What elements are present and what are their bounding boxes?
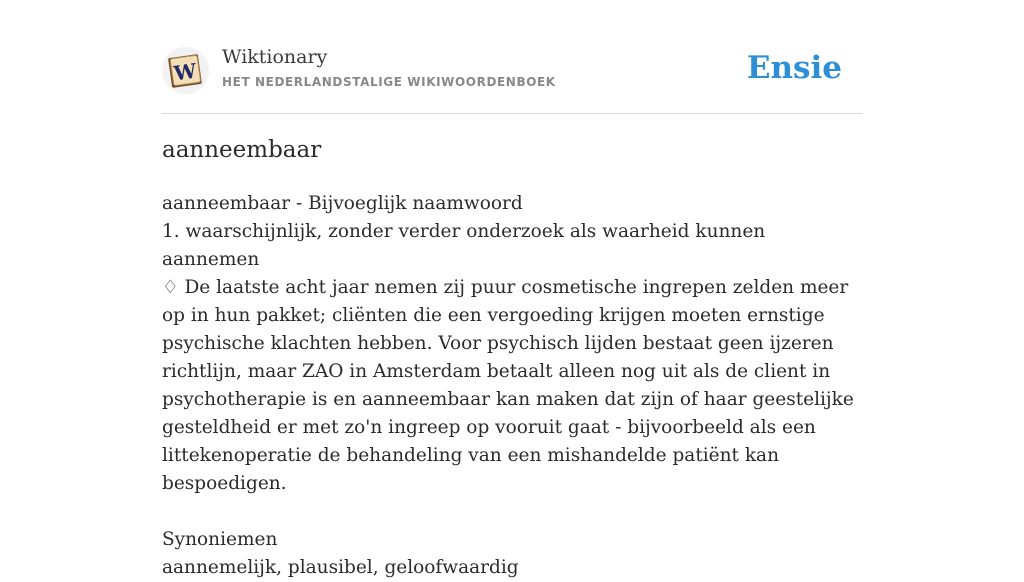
part-of-speech-line: aanneembaar - Bijvoeglijk naamwoord [162, 193, 523, 214]
ensie-logo-link[interactable]: Ensie [746, 50, 842, 86]
page-container [162, 0, 862, 578]
spacer [162, 498, 862, 526]
site-tagline: HET NEDERLANDSTALIGE WIKIWOORDENBOEK [222, 75, 556, 89]
definition: 1. waarschijnlijk, zonder verder onderzoek als waarheid kunnen aannemen [162, 221, 766, 270]
synonyms-heading: Synoniemen [162, 529, 278, 550]
wiktionary-logo[interactable] [162, 47, 209, 94]
wiktionary-logo-icon [162, 47, 209, 94]
page-title: aanneembaar [162, 137, 322, 163]
site-header [162, 0, 862, 114]
usage-example: ♢ De laatste acht jaar nemen zij puur cosmetische ingrepen zelden meer op in hun pakket; cliënten die een vergoeding krijgen moeten ernstige psychische klachten hebben. Voor psychisch lijden bestaat geen ijzeren richtlijn, maar ZAO in Amsterdam betaalt alleen nog uit als de client in psychotherapie is en aanneembaar kan maken dat zijn of haar geestelijke gesteldheid er met zo'n ingreep op vooruit gaat - bijvoorbeeld als een littekenoperatie de behandeling van een mishandelde patiënt kan bespoedigen. [162, 277, 854, 494]
entry-body [162, 190, 862, 582]
site-name[interactable]: Wiktionary [222, 46, 328, 68]
svg-text:W: W [172, 58, 198, 86]
synonyms-list: aannemelijk, plausibel, geloofwaardig [162, 557, 519, 578]
